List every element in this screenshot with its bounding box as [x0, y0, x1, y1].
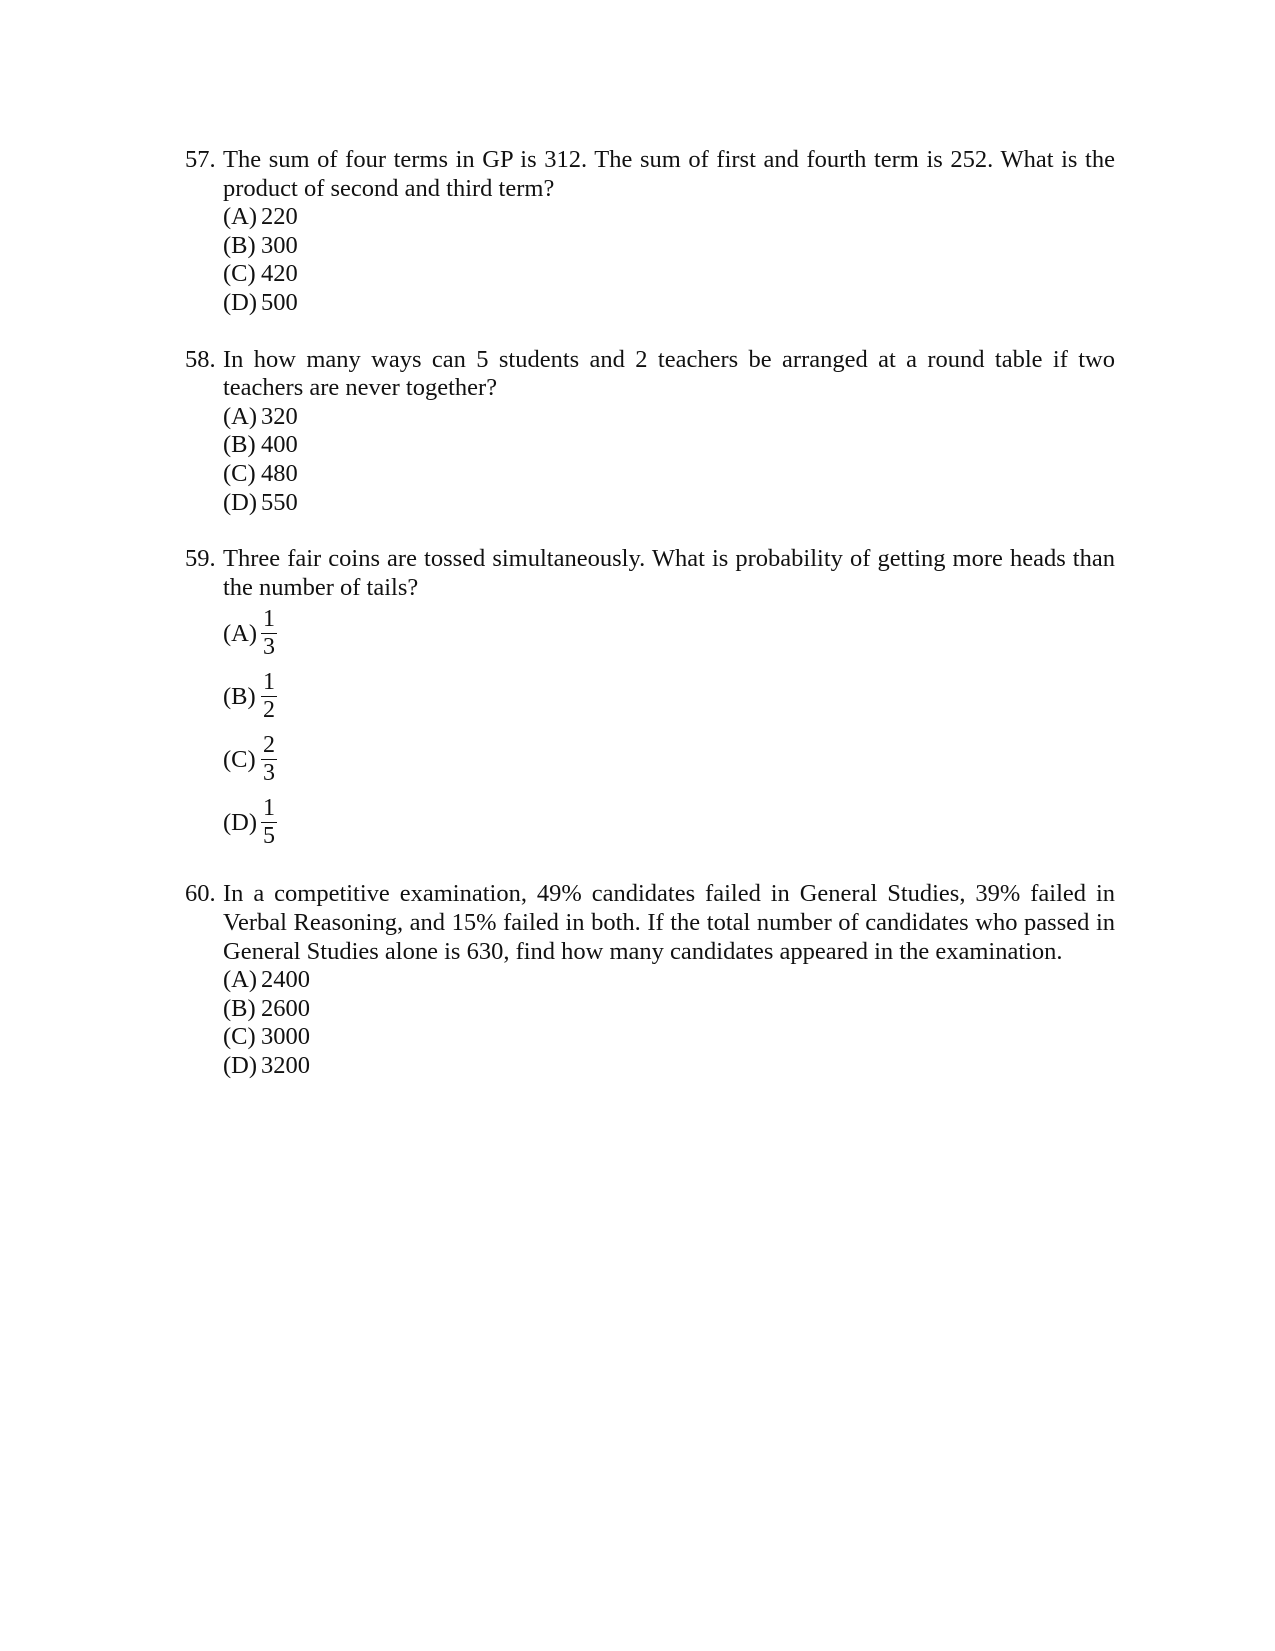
option-letter: (A): [223, 402, 258, 430]
question-number: 57.: [185, 146, 216, 173]
question-text: In how many ways can 5 students and 2 teachers be arranged at a round table if two teachers are never together?: [223, 345, 1115, 402]
question-59: [185, 545, 1115, 854]
denominator: 3: [263, 634, 275, 661]
option-value: 500: [261, 288, 298, 316]
option-value: 220: [261, 203, 298, 231]
numerator: 2: [263, 732, 275, 759]
answer-options: [223, 602, 1115, 854]
option-letter: (D): [223, 288, 258, 316]
question-text: Three fair coins are tossed simultaneously. What is probability of getting more heads than the number of tails?: [223, 545, 1115, 601]
option-value: 320: [261, 402, 298, 430]
option-letter: (C): [223, 1023, 256, 1051]
question-number: 59.: [185, 545, 216, 573]
question-text: In a competitive examination, 49% candidates failed in General Studies, 39% failed in Verbal Reasoning, and 15% failed in both. If the total number of candidates who passed in General Studies alone is 630, find how many candidates appeared in the examination.: [223, 880, 1115, 965]
option-a: [223, 966, 1115, 995]
option-value: 400: [261, 431, 298, 459]
option-value: 3000: [261, 1023, 310, 1051]
option-letter: (C): [223, 745, 256, 773]
denominator: 2: [263, 697, 275, 724]
option-b: [223, 995, 1115, 1024]
option-value: 420: [261, 260, 298, 288]
denominator: 3: [263, 760, 275, 787]
option-c: [223, 260, 1115, 289]
option-letter: (D): [223, 808, 258, 836]
answer-options: [223, 203, 1115, 317]
option-d: [223, 1052, 1115, 1081]
option-value: 2600: [261, 994, 310, 1022]
numerator: 1: [263, 606, 275, 633]
option-value: 3200: [261, 1051, 310, 1079]
fraction: [261, 732, 277, 787]
denominator: 5: [263, 823, 275, 850]
option-b: [223, 431, 1115, 460]
fraction: [261, 795, 277, 850]
fraction: [261, 669, 277, 724]
option-value: 300: [261, 231, 298, 259]
option-a: [223, 203, 1115, 232]
option-letter: (B): [223, 994, 256, 1022]
option-letter: (D): [223, 488, 258, 516]
answer-options: [223, 966, 1115, 1080]
question-60: [185, 880, 1115, 1080]
option-letter: (C): [223, 459, 256, 487]
option-c: [223, 728, 1115, 791]
fraction: [261, 606, 277, 661]
option-a: [223, 403, 1115, 432]
option-letter: (B): [223, 231, 256, 259]
option-d: [223, 489, 1115, 518]
option-letter: (B): [223, 431, 256, 459]
option-letter: (D): [223, 1051, 258, 1079]
option-d: [223, 791, 1115, 854]
option-letter: (A): [223, 619, 258, 647]
question-text: The sum of four terms in GP is 312. The sum of first and fourth term is 252. What is the product of second and third term?: [223, 146, 1115, 202]
question-58: [185, 346, 1115, 518]
numerator: 1: [263, 795, 275, 822]
option-letter: (A): [223, 203, 258, 231]
option-letter: (C): [223, 260, 256, 288]
option-letter: (A): [223, 966, 258, 994]
option-d: [223, 289, 1115, 318]
question-number: 58.: [185, 345, 216, 373]
option-c: [223, 460, 1115, 489]
option-value: 480: [261, 459, 298, 487]
question-number: 60.: [185, 880, 216, 908]
option-b: [223, 232, 1115, 261]
numerator: 1: [263, 669, 275, 696]
option-value: 2400: [261, 966, 310, 994]
option-b: [223, 665, 1115, 728]
question-page: [185, 146, 1115, 1080]
option-a: [223, 602, 1115, 665]
option-letter: (B): [223, 682, 256, 710]
option-value: 550: [261, 488, 298, 516]
answer-options: [223, 403, 1115, 517]
option-c: [223, 1023, 1115, 1052]
question-57: [185, 146, 1115, 318]
